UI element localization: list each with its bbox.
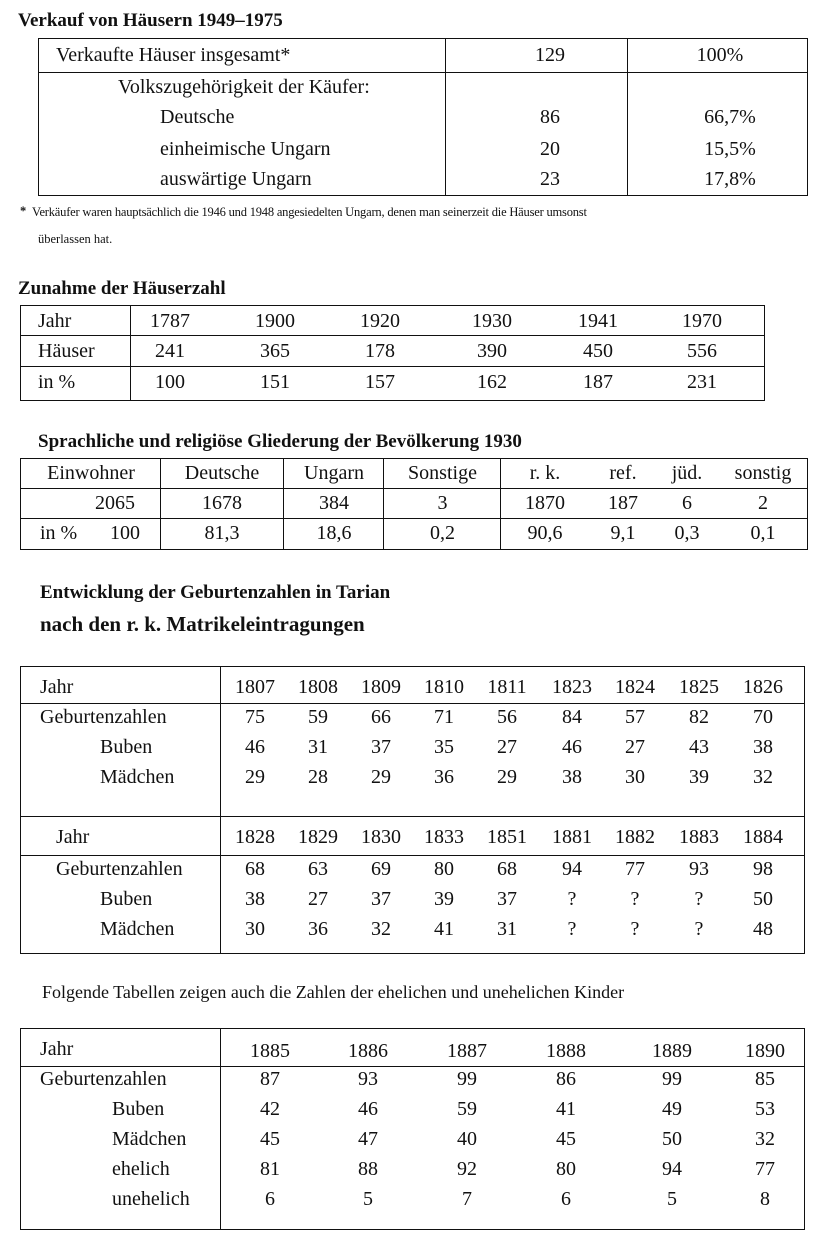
population-header: Ungarn: [304, 462, 364, 484]
births-girls: 29: [245, 766, 265, 788]
legitimacy-legit: 92: [457, 1158, 477, 1180]
sales-col-divider-2: [627, 38, 628, 196]
births-year: 1883: [679, 826, 719, 848]
births-total: 56: [497, 706, 517, 728]
houses-count: 365: [260, 340, 290, 362]
population-value: 2065: [95, 492, 135, 514]
population-header-divider: [20, 488, 808, 489]
population-pct: 0,3: [674, 522, 700, 544]
births-boys: 27: [497, 736, 517, 758]
population-header: Einwohner: [47, 462, 135, 484]
population-value: 384: [319, 492, 349, 514]
sales-row-pct: 15,5%: [704, 138, 756, 160]
births-boys: ?: [694, 888, 704, 910]
legitimacy-year: 1888: [546, 1040, 586, 1062]
population-pct: 81,3: [204, 522, 240, 544]
houses-row-label: Häuser: [38, 340, 95, 362]
houses-count: 241: [155, 340, 185, 362]
population-pct-label: in %: [40, 522, 78, 544]
legitimacy-row-label: ehelich: [112, 1158, 170, 1180]
legitimacy-total: 85: [755, 1068, 775, 1090]
births-girls: 32: [371, 918, 391, 940]
births-year: 1829: [298, 826, 338, 848]
legitimacy-legit: 77: [755, 1158, 775, 1180]
births-boys: 43: [689, 736, 709, 758]
births-row-label: Jahr: [40, 676, 74, 698]
births-row-label: Buben: [100, 736, 153, 758]
births-total: 68: [245, 858, 265, 880]
population-value: 6: [682, 492, 692, 514]
births-header-divider: [20, 703, 805, 704]
sales-row-pct: 17,8%: [704, 168, 756, 190]
houses-percent: 151: [260, 371, 290, 393]
births-boys: 35: [434, 736, 454, 758]
houses-year: 1941: [578, 310, 618, 332]
population-value: 187: [608, 492, 638, 514]
legitimacy-year: 1886: [348, 1040, 388, 1062]
births-label-divider: [220, 666, 221, 954]
births-girls: 38: [562, 766, 582, 788]
births-girls: 30: [245, 918, 265, 940]
houses-row-divider: [20, 366, 765, 367]
births-girls: ?: [694, 918, 704, 940]
houses-count: 450: [583, 340, 613, 362]
legitimacy-girls: 45: [556, 1128, 576, 1150]
legitimacy-illegit: 8: [760, 1188, 770, 1210]
births-year: 1809: [361, 676, 401, 698]
legitimacy-total: 99: [662, 1068, 682, 1090]
houses-count: 556: [687, 340, 717, 362]
births-block-divider: [20, 816, 805, 817]
sales-header-divider: [38, 72, 808, 73]
sales-title: Verkauf von Häusern 1949–1975: [18, 10, 283, 31]
births-title-line-1: Entwicklung der Geburtenzahlen in Tarian: [40, 582, 391, 603]
sales-row-count: 86: [540, 106, 560, 128]
births-boys: 39: [434, 888, 454, 910]
births-total: 82: [689, 706, 709, 728]
footnote-line-1: Verkäufer waren hauptsächlich die 1946 und 1948 angesiedelten Ungarn, denen man seinerzeit die Häuser umsonst: [32, 205, 587, 219]
footnote-mark: *: [20, 204, 27, 218]
legitimacy-illegit: 7: [462, 1188, 472, 1210]
legitimacy-legit: 80: [556, 1158, 576, 1180]
sales-row-label: Deutsche: [160, 106, 235, 128]
legitimacy-row-label: Geburtenzahlen: [40, 1068, 167, 1090]
births-year: 1826: [743, 676, 783, 698]
births-girls: 29: [497, 766, 517, 788]
legitimacy-illegit: 6: [561, 1188, 571, 1210]
population-pct: 90,6: [527, 522, 563, 544]
legitimacy-row-label: Mädchen: [112, 1128, 187, 1150]
births-boys: 38: [753, 736, 773, 758]
population-row-divider: [20, 518, 808, 519]
footnote-line-2: überlassen hat.: [38, 232, 113, 246]
population-pct: 100: [110, 522, 140, 544]
legitimacy-girls: 50: [662, 1128, 682, 1150]
legitimacy-year: 1885: [250, 1040, 290, 1062]
legitimacy-girls: 45: [260, 1128, 280, 1150]
births-year: 1825: [679, 676, 719, 698]
sales-total-label: Verkaufte Häuser insgesamt*: [56, 44, 291, 66]
legitimacy-row-label: unehelich: [112, 1188, 190, 1210]
births-total: 63: [308, 858, 328, 880]
births-boys: 31: [308, 736, 328, 758]
sales-col-divider-1: [445, 38, 446, 196]
births-girls: ?: [630, 918, 640, 940]
births-year: 1808: [298, 676, 338, 698]
births-boys: 46: [245, 736, 265, 758]
population-pct: 0,2: [430, 522, 455, 544]
population-col-divider: [383, 458, 384, 550]
births-year: 1881: [552, 826, 592, 848]
births-row-label: Jahr: [56, 826, 90, 848]
births-row-label: Buben: [100, 888, 153, 910]
legitimacy-label-divider: [220, 1028, 221, 1230]
births-boys: ?: [567, 888, 577, 910]
births-total: 80: [434, 858, 454, 880]
houses-year: 1970: [682, 310, 722, 332]
sales-row-label: auswärtige Ungarn: [160, 168, 312, 190]
legitimacy-illegit: 5: [667, 1188, 677, 1210]
births-row-label: Geburtenzahlen: [40, 706, 167, 728]
houses-row-divider: [20, 335, 765, 336]
population-value: 1678: [202, 492, 242, 514]
births-boys: 27: [308, 888, 328, 910]
legitimacy-total: 93: [358, 1068, 378, 1090]
legitimacy-boys: 49: [662, 1098, 682, 1120]
births-total: 77: [625, 858, 645, 880]
births-total: 94: [562, 858, 582, 880]
population-header: sonstig: [734, 462, 792, 484]
population-header: r. k.: [529, 462, 561, 484]
houses-percent: 162: [477, 371, 507, 393]
births-row-label: Geburtenzahlen: [56, 858, 183, 880]
births-year: 1823: [552, 676, 592, 698]
births-girls: 30: [625, 766, 645, 788]
legitimacy-illegit: 5: [363, 1188, 373, 1210]
houses-year: 1930: [472, 310, 512, 332]
births-total: 75: [245, 706, 265, 728]
sales-row-label: einheimische Ungarn: [160, 138, 331, 160]
births-boys: 38: [245, 888, 265, 910]
legitimacy-total: 86: [556, 1068, 576, 1090]
births-total: 66: [371, 706, 391, 728]
legitimacy-legit: 94: [662, 1158, 682, 1180]
births-total: 71: [434, 706, 454, 728]
births-boys: 37: [497, 888, 517, 910]
births-year: 1882: [615, 826, 655, 848]
births-year: 1811: [487, 676, 527, 698]
legitimacy-row-label: Jahr: [40, 1038, 74, 1060]
births-year: 1851: [487, 826, 527, 848]
births-girls: 31: [497, 918, 517, 940]
births-total: 93: [689, 858, 709, 880]
births-boys: ?: [630, 888, 640, 910]
legitimacy-boys: 59: [457, 1098, 477, 1120]
population-col-divider: [160, 458, 161, 550]
legitimacy-year: 1887: [447, 1040, 487, 1062]
legitimacy-year: 1890: [745, 1040, 785, 1062]
births-girls: 28: [308, 766, 328, 788]
births-row-label: Mädchen: [100, 766, 175, 788]
births-boys: 37: [371, 736, 391, 758]
sales-total-count: 129: [535, 44, 565, 66]
births-girls: 48: [753, 918, 773, 940]
population-title: Sprachliche und religiöse Gliederung der Bevölkerung 1930: [38, 431, 522, 452]
births-year: 1824: [615, 676, 655, 698]
population-col-divider: [283, 458, 284, 550]
births-row-label: Mädchen: [100, 918, 175, 940]
houses-title: Zunahme der Häuserzahl: [18, 278, 226, 299]
houses-percent: 100: [155, 371, 185, 393]
legitimacy-legit: 81: [260, 1158, 280, 1180]
births-year: 1828: [235, 826, 275, 848]
houses-percent: 231: [687, 371, 717, 393]
births-title-line-2: nach den r. k. Matrikeleintragungen: [40, 612, 365, 636]
population-pct: 0,1: [750, 522, 776, 544]
population-header: Sonstige: [408, 462, 477, 484]
births-year: 1833: [424, 826, 464, 848]
population-col-divider: [500, 458, 501, 550]
population-pct: 9,1: [610, 522, 636, 544]
births-girls: 36: [308, 918, 328, 940]
births-total: 59: [308, 706, 328, 728]
houses-row-label: in %: [38, 371, 76, 393]
houses-percent: 187: [583, 371, 613, 393]
legitimacy-header-divider: [20, 1066, 805, 1067]
population-header: jüd.: [671, 462, 703, 484]
births-total: 98: [753, 858, 773, 880]
births-boys: 46: [562, 736, 582, 758]
legitimacy-intro: Folgende Tabellen zeigen auch die Zahlen der ehelichen und unehelichen Kinder: [42, 982, 625, 1002]
legitimacy-girls: 40: [457, 1128, 477, 1150]
sales-row-pct: 66,7%: [704, 106, 756, 128]
births-girls: 39: [689, 766, 709, 788]
population-pct: 18,6: [316, 522, 352, 544]
births-header-divider: [20, 855, 805, 856]
population-value: 1870: [525, 492, 565, 514]
births-boys: 50: [753, 888, 773, 910]
houses-year: 1920: [360, 310, 400, 332]
births-total: 70: [753, 706, 773, 728]
legitimacy-girls: 32: [755, 1128, 775, 1150]
births-total: 68: [497, 858, 517, 880]
legitimacy-boys: 53: [755, 1098, 775, 1120]
births-girls: 41: [434, 918, 454, 940]
births-total: 69: [371, 858, 391, 880]
births-total: 84: [562, 706, 582, 728]
legitimacy-legit: 88: [358, 1158, 378, 1180]
legitimacy-total: 87: [260, 1068, 280, 1090]
births-girls: ?: [567, 918, 577, 940]
births-girls: 36: [434, 766, 454, 788]
legitimacy-boys: 42: [260, 1098, 280, 1120]
houses-row-label: Jahr: [38, 310, 72, 332]
population-header: Deutsche: [184, 462, 260, 484]
houses-count: 390: [477, 340, 507, 362]
births-year: 1810: [424, 676, 464, 698]
births-boys: 27: [625, 736, 645, 758]
births-year: 1884: [743, 826, 783, 848]
houses-year: 1900: [255, 310, 295, 332]
population-header: ref.: [609, 462, 637, 484]
houses-count: 178: [365, 340, 395, 362]
legitimacy-total: 99: [457, 1068, 477, 1090]
legitimacy-girls: 47: [358, 1128, 378, 1150]
births-year: 1830: [361, 826, 401, 848]
houses-year: 1787: [150, 310, 190, 332]
births-girls: 29: [371, 766, 391, 788]
births-total: 57: [625, 706, 645, 728]
births-girls: 32: [753, 766, 773, 788]
sales-row-count: 23: [540, 168, 560, 190]
legitimacy-boys: 41: [556, 1098, 576, 1120]
sales-row-count: 20: [540, 138, 560, 160]
legitimacy-year: 1889: [652, 1040, 692, 1062]
population-value: 2: [758, 492, 768, 514]
legitimacy-boys: 46: [358, 1098, 378, 1120]
legitimacy-illegit: 6: [265, 1188, 275, 1210]
legitimacy-row-label: Buben: [112, 1098, 165, 1120]
sales-total-pct: 100%: [696, 44, 744, 66]
houses-percent: 157: [365, 371, 395, 393]
sales-subheading: Volkszugehörigkeit der Käufer:: [118, 76, 370, 98]
births-boys: 37: [371, 888, 391, 910]
population-value: 3: [437, 492, 448, 514]
births-year: 1807: [235, 676, 275, 698]
